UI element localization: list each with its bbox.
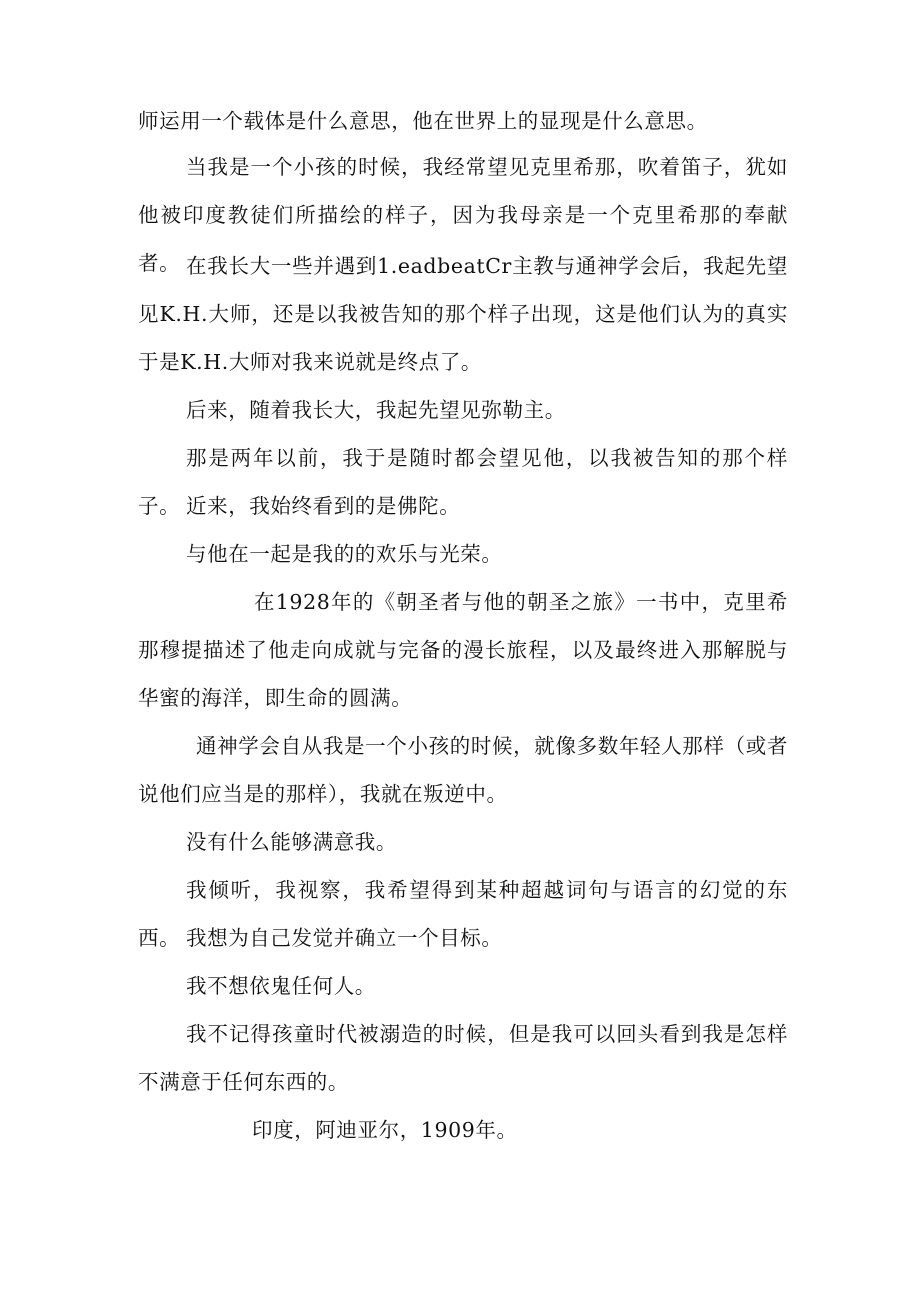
paragraph-12: 我想为自己发觉并确立一个目标。 (186, 926, 503, 950)
paragraph-10: 没有什么能够满意我。 (186, 830, 397, 854)
paragraph-9: 通神学会自从我是一个小孩的时候，就像多数年轻人那样（或者说他们应当是的那样），我就在叛逆中。 (138, 734, 788, 806)
paragraph-1: 师运用一个载体是什么意思，他在世界上的显现是什么意思。 (138, 109, 708, 133)
paragraph-4: 后来，随着我长大，我起先望见弥勒主。 (186, 398, 566, 422)
paragraph-8: 在1928年的《朝圣者与他的朝圣之旅》一书中，克里希那穆提描述了他走向成就与完备的漫长旅程，以及最终进入那解脱与华蜜的海洋，即生命的圆满。 (138, 590, 788, 710)
paragraph-7: 与他在一起是我的的欢乐与光荣。 (186, 542, 503, 566)
paragraph-3: 在我长大一些并遇到1.eadbeatCr主教与通神学会后，我起先望见K.H.大师，还是以我被告知的那个样子出现，这是他们认为的真实于是K.H.大师对我来说就是终点了。 (138, 254, 788, 374)
paragraph-13: 我不想依鬼任何人。 (186, 974, 376, 998)
paragraph-5: 那是两年以前，我于是随时都会望见他，以我被告知的那个样子。 (138, 446, 788, 518)
paragraph-2: 当我是一个小孩的时候，我经常望见克里希那，吹着笛子，犹如他被印度教徒们所描绘的样子，因为我母亲是一个克里希那的奉献者。 (138, 155, 788, 275)
paragraph-14: 我不记得孩童时代被溺造的时候，但是我可以回头看到我是怎样不满意于任何东西的。 (138, 1022, 788, 1094)
paragraph-6: 近来，我始终看到的是佛陀。 (186, 494, 461, 518)
paragraph-15: 印度，阿迪亚尔，1909年。 (252, 1118, 518, 1142)
paragraph-11: 我倾听，我视察，我希望得到某种超越词句与语言的幻觉的东西。 (138, 878, 788, 950)
